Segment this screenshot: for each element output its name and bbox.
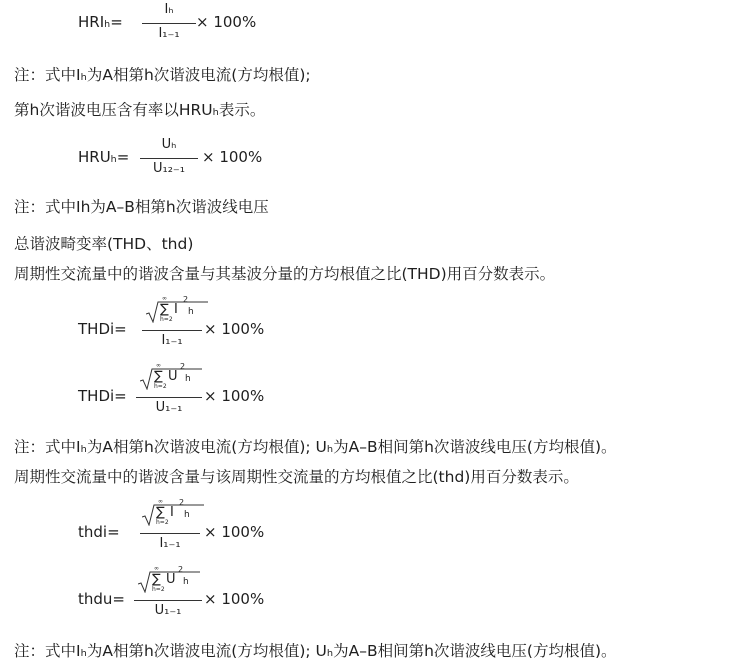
note-3: 注：式中Iₕ为A相第h次谐波电流(方均根值); Uₕ为A–B相间第h次谐波线电压(方均根值)。 bbox=[14, 438, 617, 456]
fraction-bar bbox=[140, 158, 198, 159]
note-4: 注：式中Iₕ为A相第h次谐波电流(方均根值); Uₕ为A–B相间第h次谐波线电压(方均根值)。 bbox=[14, 642, 617, 660]
radical bbox=[146, 295, 206, 323]
denominator: U₁₋₁ bbox=[154, 603, 182, 618]
sum-lower-limit: h=2 bbox=[154, 383, 167, 390]
sum-upper-limit: ∞ bbox=[158, 498, 163, 505]
para-thd: 周期性交流量中的谐波含量与其基波分量的方均根值之比(THD)用百分数表示。 bbox=[14, 265, 556, 283]
sum-upper-limit: ∞ bbox=[162, 295, 167, 302]
formula-lhs: thdi= bbox=[78, 523, 120, 541]
sum-lower-limit: h=2 bbox=[160, 316, 173, 323]
multiplier: × 100% bbox=[196, 13, 257, 31]
fraction-bar bbox=[134, 600, 202, 601]
formula-lhs: THDi= bbox=[78, 320, 127, 338]
sum-lower-limit: h=2 bbox=[152, 586, 165, 593]
denominator: I₁₋₁ bbox=[161, 333, 183, 348]
term-subscript: h bbox=[185, 374, 191, 384]
radical bbox=[140, 362, 200, 390]
term-subscript: h bbox=[188, 307, 194, 317]
sum-term: I bbox=[174, 302, 178, 317]
formula-lhs: thdu= bbox=[78, 590, 125, 608]
formula-lhs: HRIₕ= bbox=[78, 13, 123, 31]
para-thd-small: 周期性交流量中的谐波含量与该周期性交流量的方均根值之比(thd)用百分数表示。 bbox=[14, 468, 579, 486]
heading-thd: 总谐波畸变率(THD、thd) bbox=[14, 235, 194, 253]
exponent: 2 bbox=[183, 295, 189, 304]
fraction-bar bbox=[136, 397, 202, 398]
sum-term: U bbox=[168, 369, 178, 384]
multiplier: × 100% bbox=[204, 387, 265, 405]
multiplier: × 100% bbox=[204, 523, 265, 541]
denominator: I₁₋₁ bbox=[158, 26, 180, 41]
para-hru: 第h次谐波电压含有率以HRUₕ表示。 bbox=[14, 101, 266, 119]
note-2: 注：式中Ih为A–B相第h次谐波线电压 bbox=[14, 198, 269, 216]
sum-icon: ∑ bbox=[156, 505, 165, 520]
denominator: I₁₋₁ bbox=[159, 536, 181, 551]
exponent: 2 bbox=[178, 565, 184, 574]
denominator: U₁₋₁ bbox=[155, 400, 183, 415]
fraction-bar bbox=[142, 23, 196, 24]
denominator: U₁₂₋₁ bbox=[152, 161, 185, 176]
multiplier: × 100% bbox=[204, 320, 265, 338]
exponent: 2 bbox=[179, 498, 185, 507]
note-1: 注：式中Iₕ为A相第h次谐波电流(方均根值); bbox=[14, 66, 311, 84]
sum-term: U bbox=[166, 572, 176, 587]
radical bbox=[138, 565, 198, 593]
multiplier: × 100% bbox=[202, 148, 263, 166]
fraction-bar bbox=[140, 533, 200, 534]
formula-lhs: THDi= bbox=[78, 387, 127, 405]
sum-term: I bbox=[170, 505, 174, 520]
sum-upper-limit: ∞ bbox=[154, 565, 159, 572]
multiplier: × 100% bbox=[204, 590, 265, 608]
sum-icon: ∑ bbox=[152, 572, 161, 587]
numerator: Uₕ bbox=[161, 137, 177, 152]
sum-icon: ∑ bbox=[160, 302, 169, 317]
term-subscript: h bbox=[184, 510, 190, 520]
term-subscript: h bbox=[183, 577, 189, 587]
sum-lower-limit: h=2 bbox=[156, 519, 169, 526]
sum-icon: ∑ bbox=[154, 369, 163, 384]
exponent: 2 bbox=[180, 362, 186, 371]
radical bbox=[142, 498, 202, 526]
numerator: Iₕ bbox=[164, 2, 174, 17]
sum-upper-limit: ∞ bbox=[156, 362, 161, 369]
fraction-bar bbox=[142, 330, 202, 331]
formula-lhs: HRUₕ= bbox=[78, 148, 130, 166]
